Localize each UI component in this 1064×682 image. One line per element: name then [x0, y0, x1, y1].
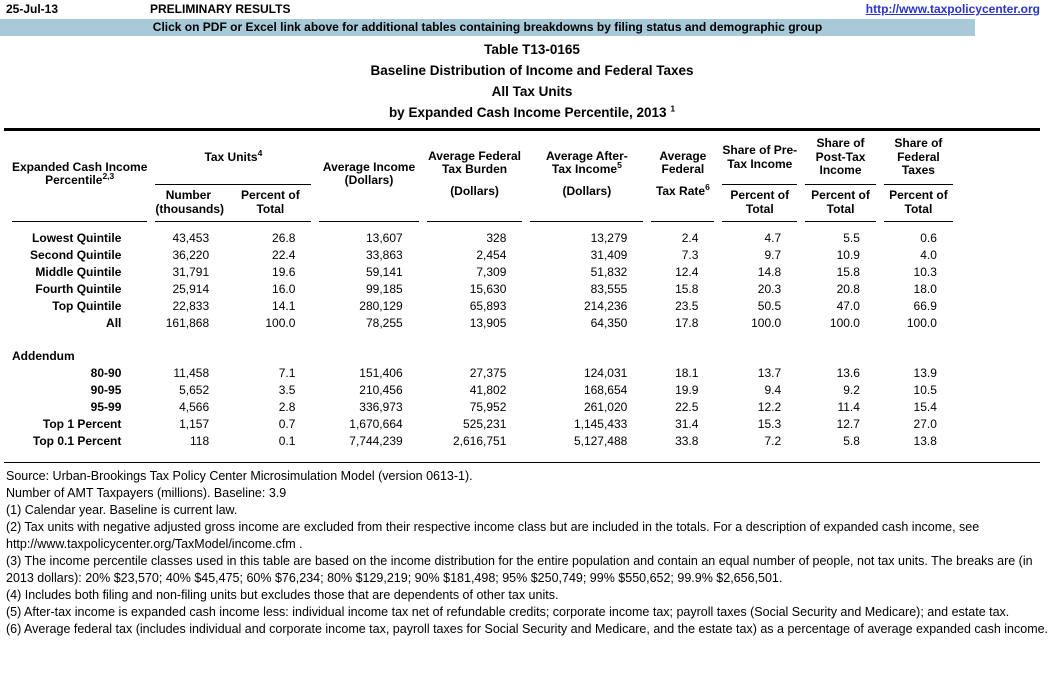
col-header-average-federal-tax-rate: Average Federal Tax Rate$^6$	[651, 131, 714, 222]
row-label: Second Quintile	[30, 248, 122, 262]
cell-value: 11.4	[837, 400, 860, 414]
col-header-share-posttax-income: Share of Post-Tax Income Percent of Total	[805, 131, 876, 222]
preliminary-results-label: PRELIMINARY RESULTS	[150, 2, 291, 16]
table-main-title: Baseline Distribution of Income and Federal Taxes	[370, 63, 694, 78]
cell-value: 43,453	[172, 231, 210, 245]
cell-value: 31,791	[172, 265, 210, 279]
table-row-95-99	[12, 399, 1032, 416]
cell-value: 14.8	[757, 265, 782, 279]
col-header-share-pretax-income: Share of Pre- Tax Income Percent of Total	[722, 131, 797, 222]
col-header-tax-units-group: Tax Units$^4$ Number (thousands) Percent of Total	[155, 131, 311, 222]
row-label: Top Quintile	[52, 299, 122, 313]
cell-value: 23.5	[675, 299, 699, 313]
footnote-marker-5: 5	[617, 160, 622, 171]
cell-value: 100.0	[751, 316, 782, 330]
cell-value: 5.8	[843, 434, 860, 448]
cell-value: 161,868	[165, 316, 210, 330]
cell-value: 100.0	[829, 316, 860, 330]
footnote-marker-4: 4	[257, 147, 263, 158]
cell-value: 13.6	[836, 366, 860, 380]
cell-value: 22.5	[675, 400, 699, 414]
footnote-2: (2) Tax units with negative adjusted gross income are excluded from their respective income class but are included in the totals. For a description of expanded cash income, see http://www.taxpolicycenter.org/TaxModel/income.cfm .	[6, 520, 980, 551]
cell-value: 66.9	[913, 299, 937, 313]
cell-value: 210,456	[359, 383, 403, 397]
cell-value: 78,255	[365, 316, 403, 330]
cell-value: 33.8	[675, 434, 699, 448]
addendum-header-row	[12, 347, 1032, 365]
cell-value: 2,454	[476, 248, 507, 262]
cell-value: 9.2	[843, 383, 860, 397]
table-subtitle2: by Expanded Cash Income Percentile, 2013 $^1$	[388, 103, 676, 120]
col-header-share-federal-taxes: Share of Federal Taxes Percent of Total	[884, 131, 953, 222]
addendum-label: Addendum	[12, 349, 75, 363]
cell-value: 19.6	[272, 265, 296, 279]
cell-value: 41,802	[469, 383, 507, 397]
table-row-middle-quintile	[12, 264, 1032, 281]
cell-value: 336,973	[359, 400, 403, 414]
table-row-90-95	[12, 382, 1032, 399]
cell-value: 27.0	[913, 417, 937, 431]
cell-value: 15.8	[836, 265, 860, 279]
cell-value: 13.7	[757, 366, 782, 380]
source-note: Source: Urban-Brookings Tax Policy Center Microsimulation Model (version 0613-1).	[6, 469, 473, 483]
main-table-region	[4, 128, 1040, 463]
row-label: All	[106, 316, 122, 330]
cell-value: 1,670,664	[349, 417, 403, 431]
cell-value: 75,952	[469, 400, 507, 414]
cell-value: 99,185	[365, 282, 403, 296]
cell-value: 18.0	[913, 282, 937, 296]
cell-value: 12.4	[675, 265, 699, 279]
table-row-80-90	[12, 365, 1032, 382]
distribution-table	[4, 131, 1040, 450]
cell-value: 15.8	[675, 282, 699, 296]
cell-value: 4,566	[179, 400, 210, 414]
cell-value: 2.8	[278, 400, 296, 414]
cell-value: 10.9	[836, 248, 860, 262]
cell-value: 12.7	[836, 417, 860, 431]
cell-value: 2.4	[681, 231, 699, 245]
cell-value: 124,031	[583, 366, 628, 380]
table-number-title: Table T13-0165	[484, 42, 580, 57]
cell-value: 31,409	[590, 248, 628, 262]
cell-value: 7,744,239	[349, 434, 403, 448]
cell-value: 33,863	[365, 248, 403, 262]
row-label: Top 1 Percent	[42, 417, 122, 431]
cell-value: 1,145,433	[573, 417, 628, 431]
col-header-percent-of-total-units: Percent of Total	[241, 188, 300, 216]
amt-note: Number of AMT Taxpayers (millions). Baseline: 3.9	[6, 486, 287, 500]
row-label: Middle Quintile	[35, 265, 122, 279]
footnote-marker-6: 6	[705, 181, 710, 192]
cell-value: 10.5	[913, 383, 937, 397]
cell-value: 50.5	[757, 299, 782, 313]
col-header-average-after-tax-income: Average After- Tax Income$^5$ (Dollars)	[530, 131, 643, 222]
footnote-4: (4) Includes both filing and non-filing units but excludes those that are dependents of other tax units.	[6, 588, 559, 602]
table-row-fourth-quintile	[12, 281, 1032, 298]
header-row	[12, 131, 1032, 222]
cell-value: 27,375	[469, 366, 507, 380]
cell-value: 16.0	[272, 282, 296, 296]
row-label: 95-99	[90, 400, 122, 414]
footnote-5: (5) After-tax income is expanded cash income less: individual income tax net of refundable credits; corporate income tax; payroll taxes (Social Security and Medicare); and estate tax.	[6, 605, 1010, 619]
cell-value: 64,350	[590, 316, 628, 330]
cell-value: 7,309	[476, 265, 507, 279]
cell-value: 18.1	[675, 366, 699, 380]
cell-value: 261,020	[583, 400, 628, 414]
cell-value: 4.7	[764, 231, 782, 245]
info-banner: Click on PDF or Excel link above for additional tables containing breakdowns by filing status and demographic group	[0, 19, 975, 36]
footnote-marker-23: 2,3	[102, 171, 115, 181]
cell-value: 525,231	[463, 417, 507, 431]
cell-value: 7.1	[278, 366, 296, 380]
cell-value: 17.8	[675, 316, 699, 330]
cell-value: 19.9	[675, 383, 699, 397]
table-subtitle: All Tax Units	[491, 84, 573, 99]
cell-value: 5,652	[179, 383, 210, 397]
cell-value: 13.8	[913, 434, 937, 448]
table-row-top-01-percent	[12, 433, 1032, 450]
col-header-average-federal-tax-burden: Average Federal Tax Burden (Dollars)	[427, 131, 523, 222]
cell-value: 14.1	[272, 299, 296, 313]
cell-value: 9.4	[764, 383, 782, 397]
title-block	[0, 39, 1064, 123]
header-filler	[961, 131, 1032, 222]
footnote-6: (6) Average federal tax (includes individual and corporate income tax, payroll taxes for Social Security and Medicare, and the estate tax) as a percentage of average expanded cash income.	[6, 622, 1049, 636]
cell-value: 10.3	[913, 265, 937, 279]
cell-value: 328	[486, 231, 507, 245]
row-label: Top 0.1 Percent	[32, 434, 122, 448]
date-label: 25-Jul-13	[6, 2, 59, 16]
cell-value: 20.3	[757, 282, 782, 296]
cell-value: 5.5	[843, 231, 860, 245]
col-header-number-thousands: Number (thousands)	[155, 188, 225, 216]
footnote-marker-1: 1	[670, 103, 676, 114]
cell-value: 118	[190, 434, 210, 448]
cell-value: 36,220	[172, 248, 210, 262]
cell-value: 9.7	[764, 248, 782, 262]
cell-value: 20.8	[836, 282, 860, 296]
cell-value: 13,905	[469, 316, 507, 330]
cell-value: 0.7	[278, 417, 296, 431]
table-row-lowest-quintile	[12, 230, 1032, 247]
cell-value: 13,607	[365, 231, 403, 245]
top-bar	[0, 0, 1064, 19]
cell-value: 4.0	[920, 248, 937, 262]
cell-value: 65,893	[469, 299, 507, 313]
cell-value: 100.0	[906, 316, 937, 330]
cell-value: 214,236	[583, 299, 628, 313]
cell-value: 22,833	[172, 299, 210, 313]
cell-value: 15.3	[757, 417, 782, 431]
cell-value: 25,914	[172, 282, 210, 296]
cell-value: 151,406	[359, 366, 403, 380]
row-label: Lowest Quintile	[32, 231, 122, 245]
cell-value: 5,127,488	[573, 434, 628, 448]
col-header-income-percentile: Expanded Cash Income Percentile$^{2,3}$	[12, 131, 147, 222]
footnotes	[6, 468, 1056, 638]
cell-value: 2,616,751	[453, 434, 507, 448]
cell-value: 12.2	[757, 400, 782, 414]
cell-value: 7.2	[764, 434, 782, 448]
cell-value: 26.8	[272, 231, 296, 245]
table-bottom-rule	[4, 462, 1040, 463]
row-label: 80-90	[90, 366, 122, 380]
cell-value: 83,555	[590, 282, 628, 296]
spacer-row	[12, 332, 1032, 347]
col-header-average-income: Average Income (Dollars)	[319, 131, 418, 222]
cell-value: 100.0	[265, 316, 296, 330]
cell-value: 15.4	[913, 400, 937, 414]
table-row-all	[12, 315, 1032, 332]
cell-value: 51,832	[590, 265, 628, 279]
spacer-row	[12, 222, 1032, 230]
footnote-3: (3) The income percentile classes used in this table are based on the income distribution for the entire population and contain an equal number of people, not tax units. The breaks are (in 2013 dollars): 20% $23,570; 40% $45,475; 60% $76,234; 80% $129,219; 90% $181,498; 95% $250,749; 99% $550,652; 99.9% $2,656,501.	[6, 554, 1033, 585]
cell-value: 22.4	[272, 248, 296, 262]
row-label: 90-95	[90, 383, 122, 397]
cell-value: 31.4	[675, 417, 699, 431]
footnote-1: (1) Calendar year. Baseline is current law.	[6, 503, 238, 517]
cell-value: 168,654	[583, 383, 628, 397]
cell-value: 280,129	[359, 299, 403, 313]
cell-value: 0.6	[920, 231, 937, 245]
cell-value: 7.3	[681, 248, 699, 262]
cell-value: 47.0	[836, 299, 860, 313]
row-label: Fourth Quintile	[35, 282, 122, 296]
table-row-top-quintile	[12, 298, 1032, 315]
cell-value: 0.1	[278, 434, 296, 448]
cell-value: 3.5	[278, 383, 296, 397]
table-row-second-quintile	[12, 247, 1032, 264]
table-row-top-1-percent	[12, 416, 1032, 433]
cell-value: 15,630	[469, 282, 507, 296]
cell-value: 1,157	[179, 417, 210, 431]
cell-value: 59,141	[365, 265, 403, 279]
cell-value: 11,458	[173, 366, 210, 380]
cell-value: 13.9	[913, 366, 937, 380]
cell-value: 13,279	[590, 231, 628, 245]
taxpolicycenter-link[interactable]: http://www.taxpolicycenter.org	[865, 2, 1040, 16]
